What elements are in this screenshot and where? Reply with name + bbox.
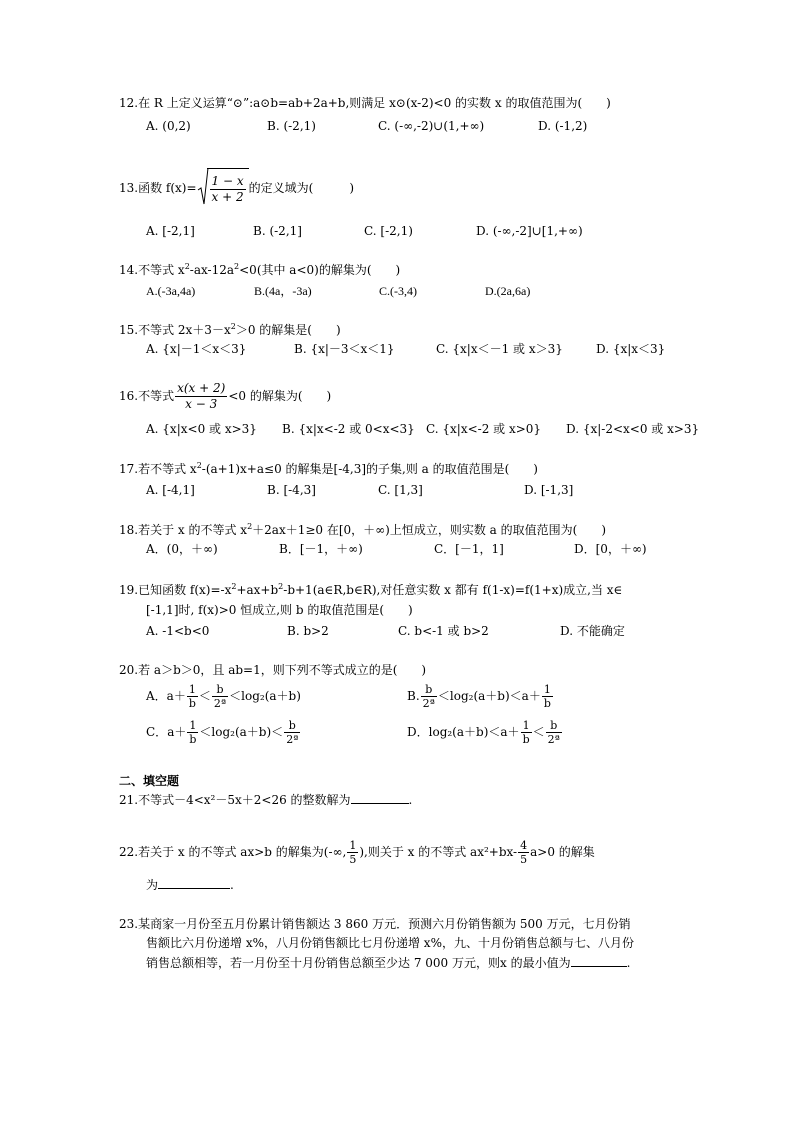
fraction-denominator: b bbox=[543, 697, 551, 710]
option-a: A. [-2,1] bbox=[146, 224, 195, 238]
fraction bbox=[187, 683, 198, 710]
option-b: B. (-2,1] bbox=[253, 224, 302, 238]
question-number: 13. bbox=[119, 181, 139, 195]
fraction-numerator: 1 bbox=[542, 683, 553, 697]
option-a: A．(0，＋∞) bbox=[146, 542, 218, 556]
question-text: . bbox=[408, 793, 413, 807]
question-text: 若不等式 x bbox=[138, 462, 197, 476]
fraction bbox=[284, 719, 300, 746]
question-22-line2 bbox=[146, 876, 234, 893]
option-d: D. (-1,2) bbox=[538, 119, 588, 133]
fraction-numerator: 4 bbox=[520, 839, 528, 852]
question-text: 若关于 x 的不等式 x bbox=[138, 523, 248, 537]
question-21 bbox=[119, 791, 412, 808]
option-b: B. {x|x<-2 或 0<x<3} bbox=[282, 422, 415, 436]
question-text-suffix: 的定义域为( ) bbox=[248, 181, 355, 195]
fraction bbox=[421, 683, 437, 710]
answer-blank[interactable] bbox=[158, 876, 230, 889]
section-title: 二、填空题 bbox=[119, 774, 180, 788]
sqrt-sign-icon bbox=[197, 166, 209, 206]
question-13 bbox=[119, 168, 354, 209]
option-b: B．[－1，＋∞) bbox=[279, 542, 363, 556]
fraction-numerator: 1 bbox=[349, 839, 357, 852]
option-c: C. (-∞,-2)∪(1,+∞) bbox=[378, 119, 485, 133]
fraction-numerator: b bbox=[421, 683, 437, 697]
question-19-line2: [-1,1]时, f(x)>0 恒成立,则 b 的取值范围是( ) bbox=[146, 603, 413, 617]
term: a＋ bbox=[521, 689, 541, 703]
relation: ＜ bbox=[532, 725, 545, 739]
fraction-denominator: 2ª bbox=[213, 697, 227, 710]
option-c: C. {x|x＜－1 或 x＞3} bbox=[436, 342, 563, 356]
question-text-prefix: 不等式 bbox=[138, 389, 175, 403]
option-d: D. [-1,3] bbox=[524, 483, 574, 497]
fraction bbox=[175, 381, 227, 412]
option-b: B. [-4,3] bbox=[267, 483, 316, 497]
question-text: 若 a＞b＞0，且 ab=1，则下列不等式成立的是( ) bbox=[138, 663, 427, 677]
question-text: . bbox=[230, 878, 234, 892]
fraction-denominator: b bbox=[188, 697, 196, 710]
question-text: -(a+1)x+a≤0 的解集是[-4,3]的子集,则 a 的取值范围是( ) bbox=[201, 462, 538, 476]
term: log₂(a＋b) bbox=[241, 689, 301, 703]
option-b: B. {x|－3＜x＜1} bbox=[294, 342, 395, 356]
option-a: A. -1<b<0 bbox=[146, 624, 210, 638]
option-a: A. {x|－1＜x＜3} bbox=[146, 342, 247, 356]
option-label: B. bbox=[407, 689, 420, 703]
fraction-numerator: 1 bbox=[187, 683, 198, 697]
question-text: 不等式－4<x²－5x＋2<26 的整数解为 bbox=[138, 793, 351, 807]
question-number: 22. bbox=[119, 845, 139, 859]
fraction-numerator: 1 bbox=[521, 719, 532, 733]
question-text: a>0 的解集 bbox=[530, 845, 595, 859]
relation: ＜ bbox=[271, 725, 284, 739]
question-number: 12. bbox=[119, 96, 139, 110]
fraction-denominator: 5 bbox=[520, 853, 528, 866]
question-text: . bbox=[626, 956, 631, 970]
option-d: D．[0，＋∞) bbox=[574, 542, 647, 556]
question-text-prefix: 函数 f(x)= bbox=[138, 181, 197, 195]
fraction-numerator: 1 − x bbox=[211, 174, 244, 188]
question-number: 17. bbox=[119, 462, 139, 476]
fraction bbox=[521, 719, 532, 746]
option-a: A. [-4,1] bbox=[146, 483, 195, 497]
option-d: D. {x|-2<x<0 或 x>3} bbox=[566, 422, 700, 436]
option-label: D． bbox=[407, 725, 429, 739]
question-text: -b+1(a∈R,b∈R),对任意实数 x 都有 f(1-x)=f(1+x)成立,当 x∈ bbox=[283, 583, 623, 597]
fraction-denominator: b bbox=[189, 733, 197, 746]
term: a＋ bbox=[500, 725, 520, 739]
question-number: 18. bbox=[119, 523, 139, 537]
term: log₂(a＋b) bbox=[211, 725, 272, 739]
question-text: 在 R 上定义运算“⊙”:a⊙b=ab+2a+b,则满足 x⊙(x-2)<0 的实数 x 的取值范围为( ) bbox=[138, 96, 611, 110]
option-label: A． bbox=[146, 689, 167, 703]
question-text: ＞0 的解集是( ) bbox=[235, 323, 341, 337]
term: a＋ bbox=[167, 725, 187, 739]
term: a＋ bbox=[166, 689, 186, 703]
question-17: 17.若不等式 $x^2-(a+1)x+a\le 0$ 的解集是[-4,3]的子集,则 a 的取值范围是( ) bbox=[119, 461, 538, 476]
relation: ＜ bbox=[199, 725, 212, 739]
fraction bbox=[546, 719, 562, 746]
question-text: 已知函数 f(x)=-x bbox=[138, 583, 232, 597]
term: log₂(a＋b) bbox=[449, 689, 510, 703]
question-number: 16. bbox=[119, 389, 139, 403]
relation: ＜ bbox=[437, 689, 450, 703]
question-text: 销售总额相等，若一月份至十月份销售总额至少达 7 000 万元，则x 的最小值为 bbox=[146, 956, 571, 970]
question-20-option-c bbox=[146, 716, 301, 748]
question-20-option-d bbox=[407, 716, 563, 748]
fraction-denominator: 2ª bbox=[547, 733, 560, 746]
question-text: 不等式 x bbox=[138, 263, 185, 277]
question-15: 15.不等式 $2x+3-x^2>0$ 的解集是( ) bbox=[119, 322, 341, 337]
option-c: C. b<-1 或 b>2 bbox=[398, 624, 489, 638]
fraction-numerator: x(x + 2) bbox=[177, 381, 226, 395]
option-d: D. (-∞,-2]∪[1,+∞) bbox=[476, 224, 583, 238]
fraction-numerator: b bbox=[284, 719, 300, 733]
fraction bbox=[518, 839, 529, 866]
question-23 bbox=[119, 916, 631, 932]
option-b: B. b>2 bbox=[287, 624, 329, 638]
option-d: D.(2a,6a) bbox=[485, 284, 531, 298]
question-text: 为 bbox=[146, 878, 159, 892]
option-a: A.(-3a,4a) bbox=[146, 284, 196, 298]
question-number: 20. bbox=[119, 663, 139, 677]
question-20 bbox=[119, 662, 426, 678]
question-text: 某商家一月份至五月份累计销售额达 3 860 万元．预测六月份销售额为 500 万元，七月份销 bbox=[138, 917, 631, 931]
option-c: C. {x|x<-2 或 x>0} bbox=[426, 422, 542, 436]
option-a: A. {x|x<0 或 x>3} bbox=[146, 422, 257, 436]
fraction-numerator: 1 bbox=[187, 719, 198, 733]
question-text: -ax-12a bbox=[189, 263, 235, 277]
question-text: <0(其中 a<0)的解集为( ) bbox=[239, 263, 401, 277]
option-a: A. (0,2) bbox=[146, 119, 191, 133]
fraction bbox=[210, 174, 246, 205]
question-number: 23. bbox=[119, 917, 139, 931]
fraction bbox=[212, 683, 228, 710]
question-19: 19.已知函数 $f(x)=-x^2+ax+b^2-b+1(a\in R,b\in R)$,对任意实数 x 都有 f(1-x)=f(1+x)成立,当 x∈ bbox=[119, 582, 623, 597]
question-20-option-b bbox=[407, 680, 554, 712]
fraction-denominator: 5 bbox=[349, 853, 357, 866]
question-text: +ax+b bbox=[236, 583, 279, 597]
option-b: B.(4a，-3a) bbox=[254, 284, 312, 298]
question-16 bbox=[119, 378, 331, 414]
fraction-denominator: b bbox=[522, 733, 530, 746]
relation: ＜ bbox=[509, 689, 522, 703]
fraction-numerator: b bbox=[546, 719, 562, 733]
question-number: 14. bbox=[119, 263, 139, 277]
option-d: D. 不能确定 bbox=[560, 624, 625, 638]
fraction bbox=[542, 683, 553, 710]
question-12 bbox=[119, 95, 611, 111]
question-23-line2: 售额比六月份递增 x%，八月份销售额比七月份递增 x%，九、十月份销售总额与七、八月份 bbox=[146, 936, 634, 950]
sqrt-expression bbox=[197, 168, 249, 209]
question-18: 18.若关于 x 的不等式 $x^2+2ax+1\ge 0$ 在[0，＋∞)上恒成立，则实数 a 的取值范围为( ) bbox=[119, 522, 607, 537]
question-number: 15. bbox=[119, 323, 139, 337]
relation: ＜ bbox=[198, 689, 211, 703]
option-c: C.(-3,4) bbox=[379, 284, 417, 298]
option-c: C．[－1，1] bbox=[434, 542, 504, 556]
question-20-option-a bbox=[146, 680, 301, 712]
fraction bbox=[187, 719, 198, 746]
fraction-denominator: 2ª bbox=[422, 697, 435, 710]
option-d: D. {x|x＜3} bbox=[596, 342, 666, 356]
question-text: ),则关于 x 的不等式 ax²+bx- bbox=[359, 845, 518, 859]
answer-blank[interactable] bbox=[351, 791, 409, 804]
option-c: C. [-2,1) bbox=[364, 224, 413, 238]
fraction-denominator: 2ª bbox=[286, 733, 299, 746]
fraction-denominator: x + 2 bbox=[211, 190, 244, 204]
option-label: C． bbox=[146, 725, 168, 739]
question-14: 14.不等式 $x^2-ax-12a^2<0$(其中 a<0)的解集为( ) bbox=[119, 262, 401, 277]
fraction-denominator: x − 3 bbox=[185, 397, 218, 411]
option-b: B. (-2,1) bbox=[267, 119, 316, 133]
question-number: 19. bbox=[119, 583, 139, 597]
question-text: 不等式 2x＋3－x bbox=[138, 323, 231, 337]
term: log₂(a＋b) bbox=[428, 725, 489, 739]
relation: ＜ bbox=[488, 725, 501, 739]
option-c: C. [1,3] bbox=[378, 483, 423, 497]
fraction bbox=[347, 839, 358, 866]
question-text-suffix: <0 的解集为( ) bbox=[228, 389, 332, 403]
fraction-numerator: b bbox=[212, 683, 228, 697]
question-number: 21. bbox=[119, 793, 139, 807]
question-text: ＋2ax＋1≥0 在[0，＋∞)上恒成立，则实数 a 的取值范围为( ) bbox=[252, 523, 607, 537]
question-23-line3 bbox=[146, 954, 630, 971]
answer-blank[interactable] bbox=[571, 954, 627, 967]
question-text: 若关于 x 的不等式 ax>b 的解集为(-∞, bbox=[138, 845, 347, 859]
question-22 bbox=[119, 832, 595, 872]
relation: ＜ bbox=[229, 689, 242, 703]
